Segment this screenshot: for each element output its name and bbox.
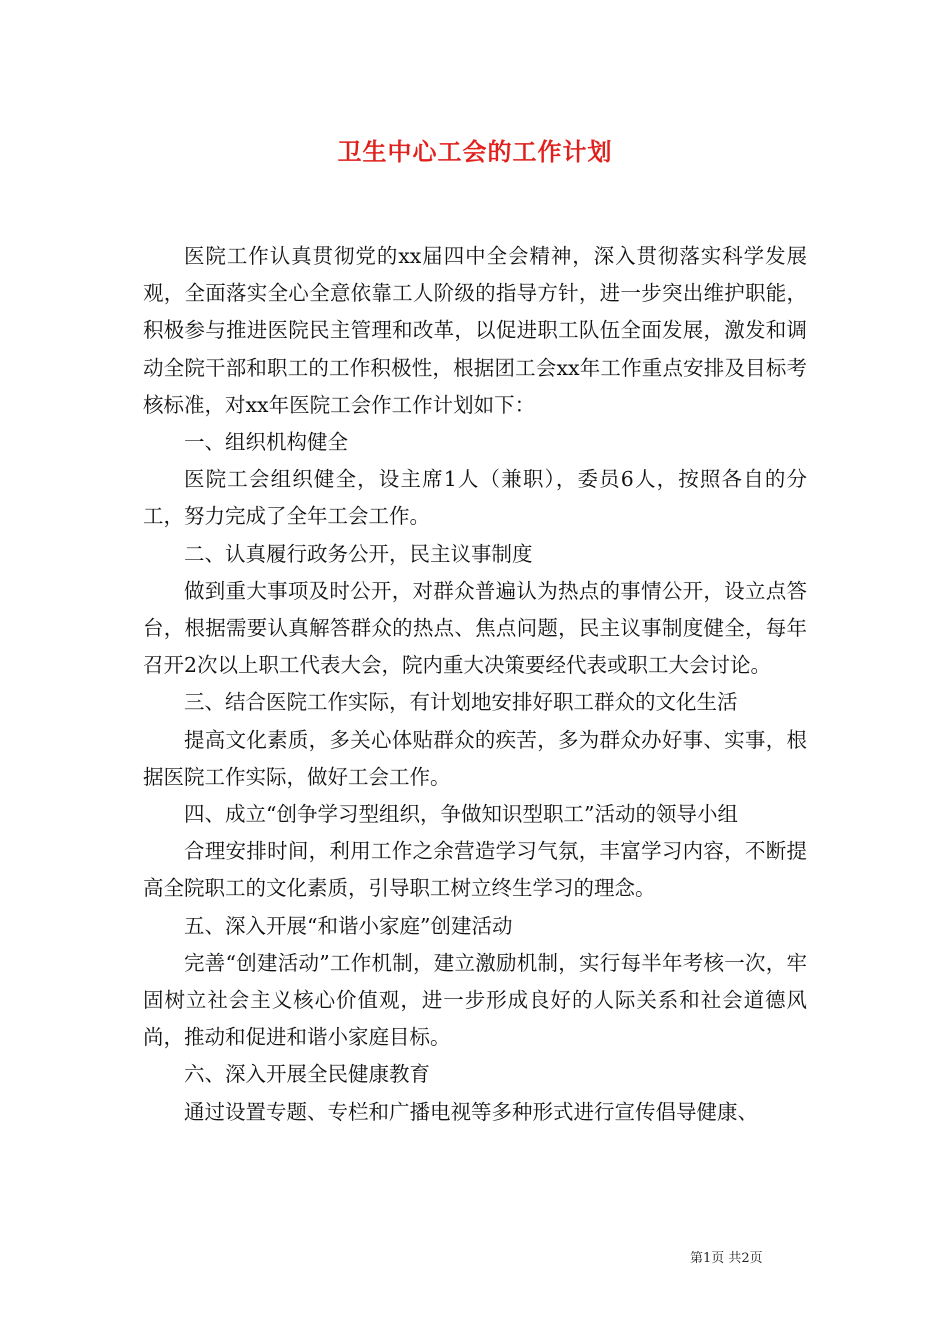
intro-paragraph: 医院工作认真贯彻党的xx届四中全会精神，深入贯彻落实科学发展观，全面落实全心全意依靠工人阶级的指导方针，进一步突出维护职能，积极参与推进医院民主管理和改革，以促进职工队伍全面发展，激发和调动全院干部和职工的工作积极性，根据团工会xx年工作重点安排及目标考核标准，对xx年医院工会作工作计划如下： bbox=[143, 244, 807, 417]
document-body bbox=[143, 238, 807, 1131]
section-heading-5: 五、深入开展“和谐小家庭”创建活动 bbox=[184, 913, 513, 938]
page-number-footer: 第1页 共2页 bbox=[690, 1251, 763, 1266]
section-heading-1: 一、组织机构健全 bbox=[184, 430, 348, 455]
section-paragraph-6: 通过设置专题、专栏和广播电视等多种形式进行宣传倡导健康、 bbox=[184, 1099, 758, 1124]
section-heading-4: 四、成立“创争学习型组织，争做知识型职工”活动的领导小组 bbox=[184, 802, 738, 827]
section-paragraph-4: 合理安排时间，利用工作之余营造学习气氛，丰富学习内容，不断提高全院职工的文化素质，引导职工树立终生学习的理念。 bbox=[143, 839, 807, 901]
section-heading-3: 三、结合医院工作实际，有计划地安排好职工群众的文化生活 bbox=[184, 690, 738, 715]
section-heading-2: 二、认真履行政务公开，民主议事制度 bbox=[184, 541, 533, 566]
document-title: 卫生中心工会的工作计划 bbox=[337, 137, 613, 166]
section-paragraph-1: 医院工会组织健全，设主席1人（兼职），委员6人，按照各自的分工，努力完成了全年工会工作。 bbox=[143, 467, 807, 529]
section-paragraph-2: 做到重大事项及时公开，对群众普遍认为热点的事情公开，设立点答台，根据需要认真解答群众的热点、焦点问题，民主议事制度健全，每年召开2次以上职工代表大会，院内重大决策要经代表或职工大会讨论。 bbox=[143, 578, 807, 678]
section-paragraph-3: 提高文化素质，多关心体贴群众的疾苦，多为群众办好事、实事，根据医院工作实际，做好工会工作。 bbox=[143, 727, 807, 789]
section-heading-6: 六、深入开展全民健康教育 bbox=[184, 1062, 430, 1087]
section-paragraph-5: 完善“创建活动”工作机制，建立激励机制，实行每半年考核一次，牢固树立社会主义核心价值观，进一步形成良好的人际关系和社会道德风尚，推动和促进和谐小家庭目标。 bbox=[143, 950, 807, 1050]
